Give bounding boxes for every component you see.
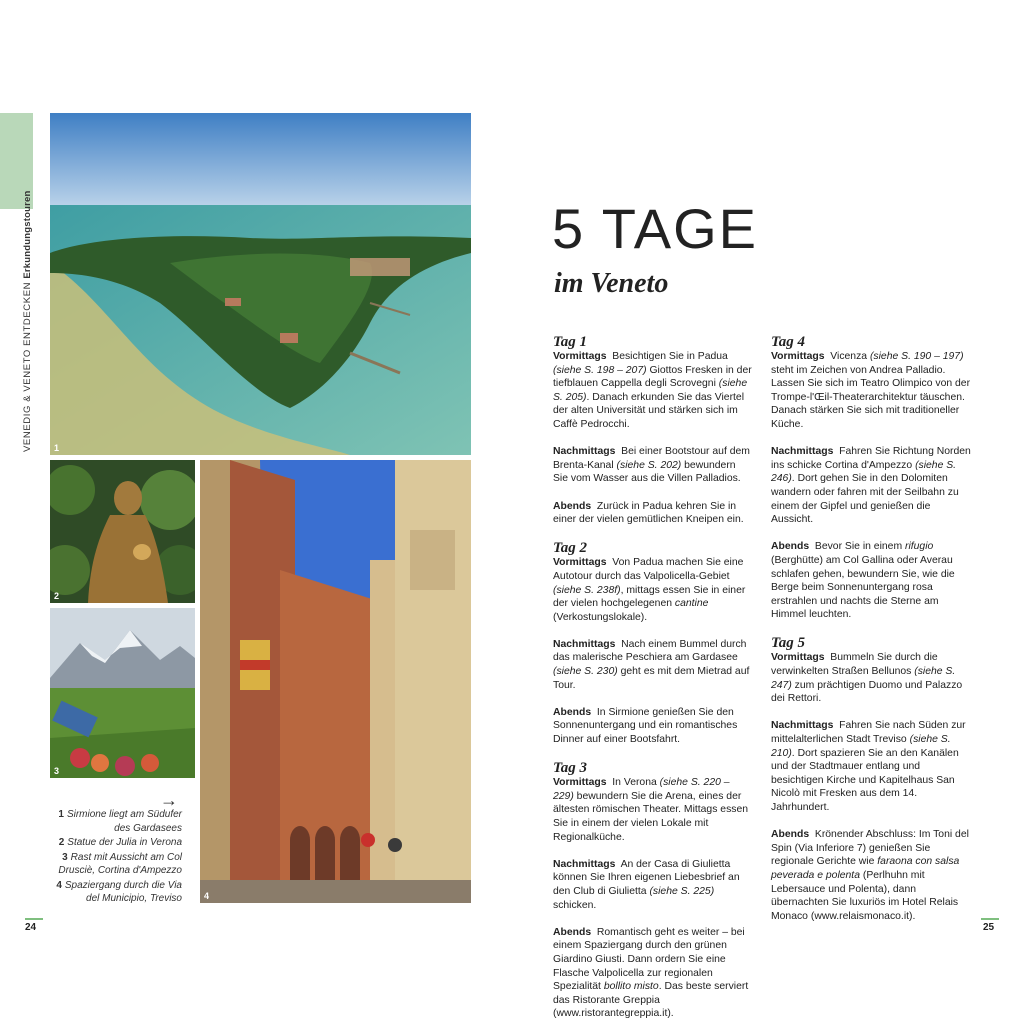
day-heading: Tag 2 [553, 540, 588, 557]
photo-number: 1 [54, 443, 60, 453]
page-number-right: 25 [983, 922, 995, 933]
caption-1: 1 Sirmione liegt am Südufer des Gardasees [58, 809, 182, 834]
photo-col-drusciè [50, 608, 195, 778]
page-number-rule-left [25, 918, 43, 920]
chapter-name: Erkundungstouren [22, 190, 33, 279]
page-number-rule-right [981, 918, 999, 920]
arrow-right-icon: → [160, 790, 178, 810]
caption-3: 3 Rast mit Aussicht am Col Drusciè, Cortina d'Ampezzo [58, 851, 182, 876]
page-title: 5 TAGE [552, 197, 759, 260]
photo-number: 2 [54, 591, 60, 601]
caption-4: 4 Spaziergang durch die Via del Municipio, Treviso [56, 879, 182, 904]
photo-captions [50, 808, 182, 907]
photo-number: 3 [54, 766, 60, 776]
photo-number: 4 [204, 891, 210, 901]
section-name: VENEDIG & VENETO ENTDECKEN [22, 281, 33, 452]
caption-2: 2 Statue der Julia in Verona [58, 837, 182, 848]
page-number-left: 24 [25, 922, 37, 933]
photo-treviso-street [200, 460, 471, 903]
day-heading: Tag 1 [553, 334, 588, 350]
column-right: Tag 4 Vormittags Vicenza (siehe S. 190 – 197) steht im Zeichen von Andrea Palladio. Lassen Sie sich im Teatro Olimpico von der Trompe-l'Œil-Theaterarchitektur täuschen. Danach stärken Sie sich mit traditioneller Küche. Nachmittags Fahren Sie Richtung Norden ins schicke Cortina d'Ampezzo (siehe S. 246). Dort gehen Sie in den Dolomiten wandern oder fahren mit der Seilbahn zu einem der Gipfel und genießen die Aussicht. Abends Bevor Sie in einem rifugio (Berghütte) am Col Gallina oder Averau schlafen gehen, bewundern Sie, wie die Berge beim Sonnenuntergang rosa erstrahlen und nachts die Sterne am Himmel leuchten. Tag 5 Vormittags Bummeln Sie durch die verwinkelten Straßen Bellunos (siehe S. 247) zum prächtigen Duomo und Palazzo dei Rettori. Nachmittags Fahren Sie nach Süden zur mittelalterlichen Stadt Treviso (siehe S. 210). Dort spazieren Sie an den Kanälen und der Stadtmauer entlang und besichtigen Kirche und Kapitelhaus San Nicolò mit Fresken aus dem 14. Jahrhundert. Abends Krönender Abschluss: Im Toni del Spin (Via Inferiore 7) genießen Sie regionale Gerichte wie faraona con salsa peverada e polenta (Perlhuhn mit Lebersauce und Polenta), dann übernachten Sie luxuriös im Hotel Relais Monaco (www.relaismonaco.it). [771, 334, 971, 922]
page-subtitle: im Veneto [554, 268, 669, 299]
day-heading: Tag 5 [771, 635, 806, 652]
column-left: Tag 1 Vormittags Besichtigen Sie in Padua (siehe S. 198 – 207) Giottos Fresken in der tiefblauen Cappella degli Scrovegni (siehe S. 205). Danach erkunden Sie das Viertel der alten Universität und stärken sich im Caffè Pedrocchi. Nachmittags Bei einer Bootstour auf dem Brenta-Kanal (siehe S. 202) bewundern Sie vom Wasser aus die Villen Palladios. Abends Zurück in Padua kehren Sie in einer der vielen gemütlichen Kneipen ein. Tag 2 Vormittags Von Padua machen Sie eine Autotour durch das Valpolicella-Gebiet (siehe S. 238f), mittags essen Sie in einer der vielen hochgelegenen cantine (Verkostungslokale). Nachmittags Nach einem Bummel durch das malerische Peschiera am Gardasee (siehe S. 230) geht es mit dem Mietrad auf Tour. Abends In Sirmione genießen Sie den Sonnenuntergang und ein romantisches Dinner auf einer Bootsfahrt. Tag 3 Vormittags In Verona (siehe S. 220 – 229) bewundern Sie die Arena, eines der ältesten römischen Theater. Mittags essen Sie in einem der vielen Lokale mit Regionalküche. Nachmittags An der Casa di Giulietta können Sie Ihren eigenen Liebesbrief an den Club di Giulietta (siehe S. 225) schicken. Abends Romantisch geht es weiter – bei einem Spaziergang durch den grünen Giardino Giusti. Dann ordern Sie eine Flasche Valpolicella zur regionalen Spezialität bollito misto. Das beste serviert das Ristorante Greppia (www.ristorantegreppia.it). [553, 334, 752, 1020]
running-header [22, 190, 33, 452]
photo-sirmione [50, 113, 471, 455]
day-heading: Tag 4 [771, 334, 806, 350]
day-heading: Tag 3 [553, 760, 588, 777]
photo-julia-statue [50, 460, 195, 603]
